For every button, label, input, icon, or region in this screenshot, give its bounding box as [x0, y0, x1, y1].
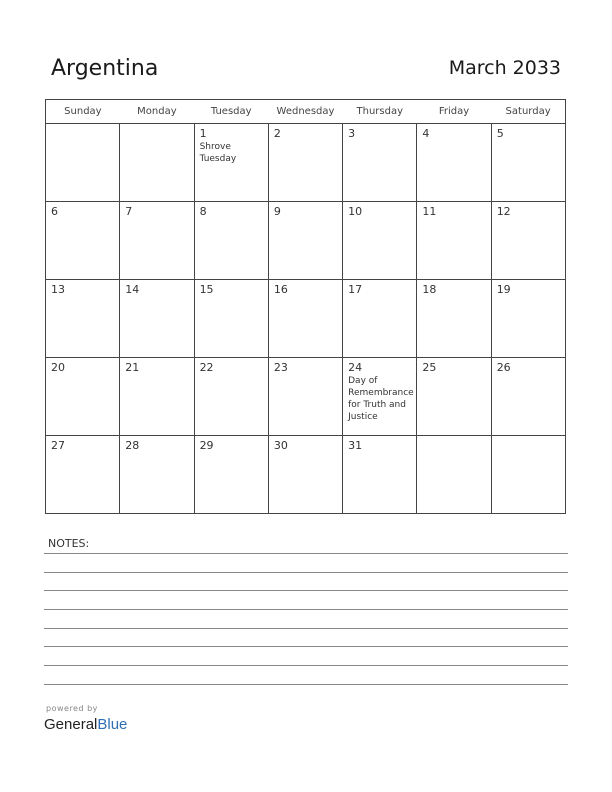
day-number: 9	[273, 205, 281, 218]
week-row	[46, 124, 566, 202]
day-cell	[268, 202, 342, 280]
day-cell	[417, 280, 491, 358]
month-year-title: March 2033	[448, 57, 561, 79]
day-cell	[491, 202, 565, 280]
note-line	[44, 572, 568, 573]
day-number: 26	[496, 361, 511, 374]
day-cell	[268, 436, 342, 514]
note-line	[44, 609, 568, 610]
day-number: 2	[273, 127, 281, 140]
holiday-label: Shrove Tuesday	[199, 142, 237, 164]
day-cell	[417, 202, 491, 280]
day-cell	[343, 124, 417, 202]
note-line	[44, 628, 568, 629]
weekday-header: Sunday	[46, 100, 120, 124]
day-number: 17	[348, 283, 363, 296]
day-cell	[46, 202, 120, 280]
day-number: 11	[422, 205, 437, 218]
day-number: 20	[51, 361, 65, 374]
day-number: 5	[496, 127, 504, 140]
day-cell	[343, 280, 417, 358]
day-cell	[268, 280, 342, 358]
day-cell	[417, 124, 491, 202]
holiday-label: Day of Remembrance for Truth and Justice	[348, 376, 414, 422]
calendar-grid	[45, 99, 566, 514]
week-row	[46, 358, 566, 436]
notes-label: NOTES:	[48, 537, 90, 550]
day-cell	[343, 358, 417, 436]
day-number: 28	[125, 439, 140, 452]
day-number: 25	[422, 361, 437, 374]
day-cell	[194, 358, 268, 436]
day-number: 30	[273, 439, 288, 452]
day-cell	[46, 436, 120, 514]
day-number: 31	[348, 439, 363, 452]
day-cell	[46, 358, 120, 436]
day-number: 8	[199, 205, 207, 218]
note-line	[44, 665, 568, 666]
note-line	[44, 590, 568, 591]
note-line	[44, 646, 568, 647]
day-number: 18	[422, 283, 437, 296]
brand-logo	[44, 716, 127, 733]
day-number: 22	[199, 361, 214, 374]
weekday-header: Friday	[417, 100, 491, 124]
day-cell	[194, 124, 268, 202]
day-cell	[491, 124, 565, 202]
day-cell	[268, 124, 342, 202]
week-row	[46, 436, 566, 514]
day-number: 12	[496, 205, 511, 218]
week-row	[46, 202, 566, 280]
weekday-header: Wednesday	[268, 100, 342, 124]
day-number: 14	[125, 283, 140, 296]
day-cell	[417, 358, 491, 436]
day-cell	[120, 124, 194, 202]
day-cell	[46, 124, 120, 202]
day-cell	[491, 436, 565, 514]
day-cell	[343, 436, 417, 514]
day-cell	[120, 436, 194, 514]
day-number: 21	[125, 361, 140, 374]
day-number: 3	[348, 127, 356, 140]
weekday-header-row	[46, 100, 566, 124]
note-line	[44, 684, 568, 685]
day-number: 16	[273, 283, 288, 296]
day-number: 13	[51, 283, 65, 296]
weekday-header: Tuesday	[194, 100, 268, 124]
day-number: 1	[199, 127, 207, 140]
day-cell	[194, 280, 268, 358]
day-cell	[46, 280, 120, 358]
day-number: 24	[348, 361, 363, 374]
day-number: 7	[125, 205, 133, 218]
day-number: 23	[273, 361, 288, 374]
day-cell	[120, 280, 194, 358]
day-cell	[491, 358, 565, 436]
day-number: 19	[496, 283, 511, 296]
day-number: 10	[348, 205, 363, 218]
weekday-header: Monday	[120, 100, 194, 124]
day-cell	[343, 202, 417, 280]
day-cell	[417, 436, 491, 514]
week-row	[46, 280, 566, 358]
day-cell	[194, 436, 268, 514]
day-number: 6	[51, 205, 58, 218]
day-cell	[120, 358, 194, 436]
powered-by-text: powered by	[46, 704, 98, 713]
day-cell	[120, 202, 194, 280]
day-number: 29	[199, 439, 214, 452]
day-number: 27	[51, 439, 65, 452]
day-cell	[491, 280, 565, 358]
note-line	[44, 553, 568, 554]
day-cell	[268, 358, 342, 436]
day-number: 4	[422, 127, 430, 140]
weekday-header: Thursday	[343, 100, 417, 124]
day-cell	[194, 202, 268, 280]
country-title: Argentina	[51, 56, 159, 81]
brand-name-part1: General	[44, 716, 98, 733]
weekday-header: Saturday	[491, 100, 565, 124]
brand-name-part2: Blue	[97, 716, 128, 733]
day-number: 15	[199, 283, 214, 296]
